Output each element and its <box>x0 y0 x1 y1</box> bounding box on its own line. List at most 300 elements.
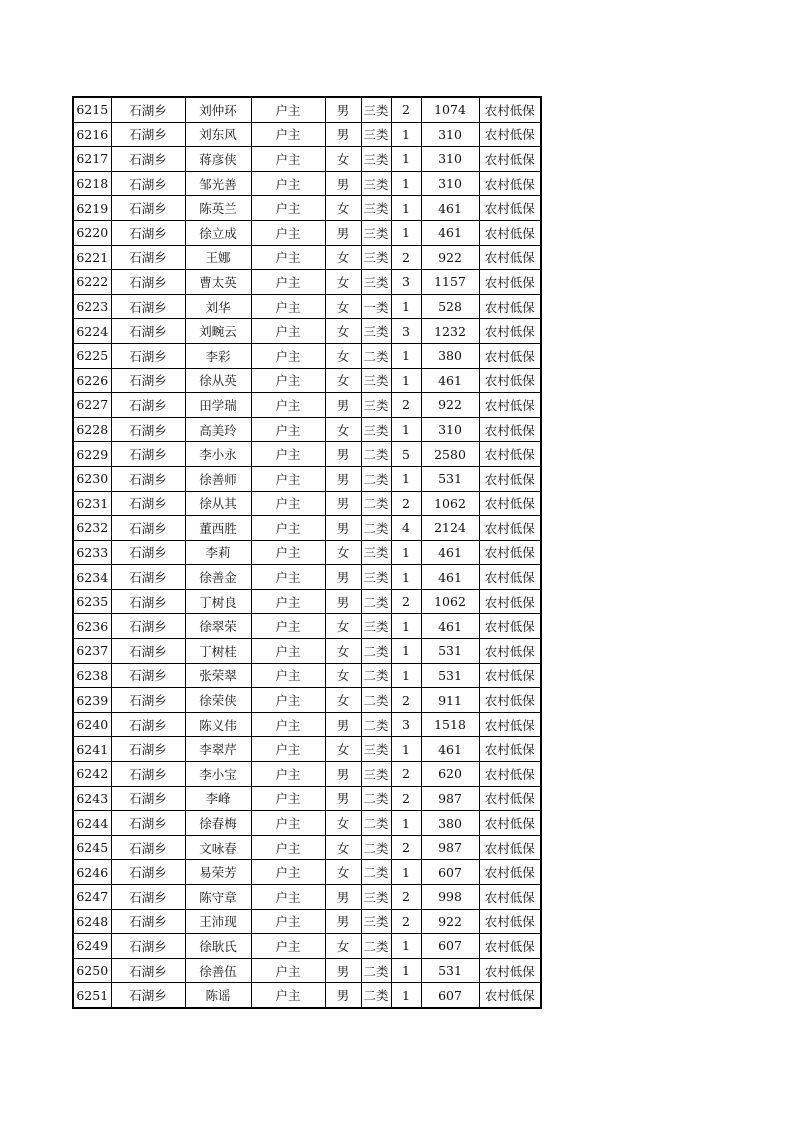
gender-cell: 男 <box>325 983 361 1008</box>
gender-cell: 男 <box>325 589 361 614</box>
relation-cell: 户主 <box>251 786 325 811</box>
gender-cell: 男 <box>325 466 361 491</box>
data-table <box>72 96 542 1009</box>
category-cell: 二类 <box>361 639 391 664</box>
name-cell: 李峰 <box>185 786 251 811</box>
table-row <box>73 442 541 467</box>
category-cell: 二类 <box>361 688 391 713</box>
gender-cell: 女 <box>325 147 361 172</box>
row-number-cell: 6229 <box>73 442 111 467</box>
gender-cell: 男 <box>325 958 361 983</box>
relation-cell: 户主 <box>251 442 325 467</box>
row-number-cell: 6218 <box>73 171 111 196</box>
relation-cell: 户主 <box>251 639 325 664</box>
amount-cell: 531 <box>421 958 479 983</box>
name-cell: 徐从英 <box>185 368 251 393</box>
household-size-cell: 1 <box>391 737 421 762</box>
name-cell: 董西胜 <box>185 516 251 541</box>
township-cell: 石湖乡 <box>111 393 185 418</box>
name-cell: 李小宝 <box>185 762 251 787</box>
gender-cell: 女 <box>325 368 361 393</box>
amount-cell: 461 <box>421 737 479 762</box>
name-cell: 李翠芹 <box>185 737 251 762</box>
table-row <box>73 860 541 885</box>
household-size-cell: 1 <box>391 368 421 393</box>
household-size-cell: 2 <box>391 762 421 787</box>
category-cell: 一类 <box>361 294 391 319</box>
township-cell: 石湖乡 <box>111 835 185 860</box>
program-cell: 农村低保 <box>479 688 541 713</box>
amount-cell: 1062 <box>421 589 479 614</box>
name-cell: 陈谣 <box>185 983 251 1008</box>
relation-cell: 户主 <box>251 393 325 418</box>
category-cell: 三类 <box>361 122 391 147</box>
household-size-cell: 1 <box>391 196 421 221</box>
gender-cell: 女 <box>325 245 361 270</box>
row-number-cell: 6231 <box>73 491 111 516</box>
amount-cell: 310 <box>421 147 479 172</box>
township-cell: 石湖乡 <box>111 417 185 442</box>
table-row <box>73 343 541 368</box>
table-row <box>73 97 541 122</box>
household-size-cell: 1 <box>391 983 421 1008</box>
name-cell: 徐春梅 <box>185 811 251 836</box>
township-cell: 石湖乡 <box>111 786 185 811</box>
program-cell: 农村低保 <box>479 97 541 122</box>
gender-cell: 女 <box>325 196 361 221</box>
name-cell: 王沛现 <box>185 909 251 934</box>
program-cell: 农村低保 <box>479 245 541 270</box>
amount-cell: 911 <box>421 688 479 713</box>
township-cell: 石湖乡 <box>111 934 185 959</box>
gender-cell: 女 <box>325 835 361 860</box>
category-cell: 三类 <box>361 909 391 934</box>
township-cell: 石湖乡 <box>111 466 185 491</box>
table-row <box>73 147 541 172</box>
name-cell: 文咏春 <box>185 835 251 860</box>
relation-cell: 户主 <box>251 343 325 368</box>
relation-cell: 户主 <box>251 319 325 344</box>
row-number-cell: 6232 <box>73 516 111 541</box>
amount-cell: 461 <box>421 614 479 639</box>
program-cell: 农村低保 <box>479 835 541 860</box>
category-cell: 三类 <box>361 614 391 639</box>
relation-cell: 户主 <box>251 147 325 172</box>
row-number-cell: 6239 <box>73 688 111 713</box>
amount-cell: 528 <box>421 294 479 319</box>
township-cell: 石湖乡 <box>111 270 185 295</box>
program-cell: 农村低保 <box>479 466 541 491</box>
amount-cell: 2124 <box>421 516 479 541</box>
name-cell: 丁树桂 <box>185 639 251 664</box>
gender-cell: 男 <box>325 909 361 934</box>
relation-cell: 户主 <box>251 737 325 762</box>
household-size-cell: 5 <box>391 442 421 467</box>
category-cell: 三类 <box>361 540 391 565</box>
table-row <box>73 663 541 688</box>
gender-cell: 男 <box>325 786 361 811</box>
name-cell: 李莉 <box>185 540 251 565</box>
relation-cell: 户主 <box>251 885 325 910</box>
township-cell: 石湖乡 <box>111 762 185 787</box>
category-cell: 三类 <box>361 565 391 590</box>
category-cell: 二类 <box>361 934 391 959</box>
row-number-cell: 6236 <box>73 614 111 639</box>
row-number-cell: 6219 <box>73 196 111 221</box>
household-size-cell: 2 <box>391 909 421 934</box>
table-row <box>73 196 541 221</box>
township-cell: 石湖乡 <box>111 958 185 983</box>
gender-cell: 男 <box>325 516 361 541</box>
table-row <box>73 516 541 541</box>
amount-cell: 607 <box>421 860 479 885</box>
table-row <box>73 688 541 713</box>
township-cell: 石湖乡 <box>111 909 185 934</box>
name-cell: 徐翠荣 <box>185 614 251 639</box>
relation-cell: 户主 <box>251 466 325 491</box>
table-row <box>73 712 541 737</box>
relation-cell: 户主 <box>251 614 325 639</box>
category-cell: 三类 <box>361 220 391 245</box>
relation-cell: 户主 <box>251 220 325 245</box>
name-cell: 徐善伍 <box>185 958 251 983</box>
row-number-cell: 6245 <box>73 835 111 860</box>
program-cell: 农村低保 <box>479 639 541 664</box>
program-cell: 农村低保 <box>479 614 541 639</box>
name-cell: 刘东风 <box>185 122 251 147</box>
township-cell: 石湖乡 <box>111 712 185 737</box>
table-row <box>73 220 541 245</box>
relation-cell: 户主 <box>251 540 325 565</box>
amount-cell: 987 <box>421 835 479 860</box>
household-size-cell: 2 <box>391 688 421 713</box>
gender-cell: 男 <box>325 762 361 787</box>
category-cell: 二类 <box>361 663 391 688</box>
table-row <box>73 762 541 787</box>
gender-cell: 女 <box>325 417 361 442</box>
household-size-cell: 1 <box>391 565 421 590</box>
relation-cell: 户主 <box>251 762 325 787</box>
household-size-cell: 1 <box>391 147 421 172</box>
gender-cell: 女 <box>325 614 361 639</box>
gender-cell: 女 <box>325 319 361 344</box>
category-cell: 三类 <box>361 147 391 172</box>
name-cell: 陈义伟 <box>185 712 251 737</box>
gender-cell: 女 <box>325 737 361 762</box>
household-size-cell: 2 <box>391 786 421 811</box>
relation-cell: 户主 <box>251 688 325 713</box>
amount-cell: 1518 <box>421 712 479 737</box>
category-cell: 二类 <box>361 442 391 467</box>
amount-cell: 461 <box>421 220 479 245</box>
household-size-cell: 4 <box>391 516 421 541</box>
township-cell: 石湖乡 <box>111 171 185 196</box>
amount-cell: 607 <box>421 983 479 1008</box>
amount-cell: 461 <box>421 368 479 393</box>
category-cell: 二类 <box>361 589 391 614</box>
amount-cell: 310 <box>421 171 479 196</box>
household-size-cell: 2 <box>391 393 421 418</box>
township-cell: 石湖乡 <box>111 639 185 664</box>
relation-cell: 户主 <box>251 171 325 196</box>
household-size-cell: 1 <box>391 811 421 836</box>
program-cell: 农村低保 <box>479 442 541 467</box>
amount-cell: 310 <box>421 122 479 147</box>
row-number-cell: 6221 <box>73 245 111 270</box>
township-cell: 石湖乡 <box>111 983 185 1008</box>
amount-cell: 531 <box>421 663 479 688</box>
amount-cell: 1157 <box>421 270 479 295</box>
row-number-cell: 6243 <box>73 786 111 811</box>
relation-cell: 户主 <box>251 196 325 221</box>
township-cell: 石湖乡 <box>111 319 185 344</box>
gender-cell: 男 <box>325 565 361 590</box>
program-cell: 农村低保 <box>479 540 541 565</box>
table-row <box>73 614 541 639</box>
program-cell: 农村低保 <box>479 885 541 910</box>
row-number-cell: 6227 <box>73 393 111 418</box>
amount-cell: 620 <box>421 762 479 787</box>
amount-cell: 380 <box>421 343 479 368</box>
table-row <box>73 958 541 983</box>
row-number-cell: 6224 <box>73 319 111 344</box>
category-cell: 三类 <box>361 270 391 295</box>
household-size-cell: 1 <box>391 417 421 442</box>
program-cell: 农村低保 <box>479 934 541 959</box>
gender-cell: 男 <box>325 122 361 147</box>
household-size-cell: 1 <box>391 343 421 368</box>
relation-cell: 户主 <box>251 368 325 393</box>
table-row <box>73 540 541 565</box>
household-size-cell: 1 <box>391 122 421 147</box>
table-row <box>73 589 541 614</box>
program-cell: 农村低保 <box>479 811 541 836</box>
program-cell: 农村低保 <box>479 491 541 516</box>
township-cell: 石湖乡 <box>111 614 185 639</box>
household-size-cell: 1 <box>391 639 421 664</box>
township-cell: 石湖乡 <box>111 565 185 590</box>
row-number-cell: 6223 <box>73 294 111 319</box>
township-cell: 石湖乡 <box>111 343 185 368</box>
program-cell: 农村低保 <box>479 270 541 295</box>
township-cell: 石湖乡 <box>111 122 185 147</box>
household-size-cell: 1 <box>391 294 421 319</box>
township-cell: 石湖乡 <box>111 589 185 614</box>
gender-cell: 女 <box>325 688 361 713</box>
row-number-cell: 6217 <box>73 147 111 172</box>
program-cell: 农村低保 <box>479 122 541 147</box>
row-number-cell: 6222 <box>73 270 111 295</box>
relation-cell: 户主 <box>251 245 325 270</box>
relation-cell: 户主 <box>251 835 325 860</box>
name-cell: 李彩 <box>185 343 251 368</box>
gender-cell: 女 <box>325 639 361 664</box>
category-cell: 三类 <box>361 885 391 910</box>
row-number-cell: 6246 <box>73 860 111 885</box>
table-body <box>73 97 541 1008</box>
program-cell: 农村低保 <box>479 565 541 590</box>
household-size-cell: 1 <box>391 958 421 983</box>
name-cell: 徐善师 <box>185 466 251 491</box>
table-row <box>73 737 541 762</box>
name-cell: 徐善金 <box>185 565 251 590</box>
program-cell: 农村低保 <box>479 958 541 983</box>
gender-cell: 男 <box>325 442 361 467</box>
table-row <box>73 885 541 910</box>
table-row <box>73 491 541 516</box>
program-cell: 农村低保 <box>479 417 541 442</box>
category-cell: 三类 <box>361 245 391 270</box>
household-size-cell: 1 <box>391 860 421 885</box>
name-cell: 刘仲环 <box>185 97 251 122</box>
household-size-cell: 1 <box>391 934 421 959</box>
table-row <box>73 319 541 344</box>
category-cell: 三类 <box>361 393 391 418</box>
row-number-cell: 6226 <box>73 368 111 393</box>
program-cell: 农村低保 <box>479 368 541 393</box>
row-number-cell: 6249 <box>73 934 111 959</box>
relation-cell: 户主 <box>251 491 325 516</box>
relation-cell: 户主 <box>251 909 325 934</box>
amount-cell: 380 <box>421 811 479 836</box>
gender-cell: 女 <box>325 540 361 565</box>
name-cell: 刘华 <box>185 294 251 319</box>
table-row <box>73 565 541 590</box>
table-row <box>73 245 541 270</box>
relation-cell: 户主 <box>251 712 325 737</box>
gender-cell: 男 <box>325 393 361 418</box>
household-size-cell: 2 <box>391 491 421 516</box>
program-cell: 农村低保 <box>479 762 541 787</box>
category-cell: 二类 <box>361 983 391 1008</box>
amount-cell: 922 <box>421 909 479 934</box>
township-cell: 石湖乡 <box>111 97 185 122</box>
row-number-cell: 6230 <box>73 466 111 491</box>
program-cell: 农村低保 <box>479 516 541 541</box>
row-number-cell: 6242 <box>73 762 111 787</box>
name-cell: 李小永 <box>185 442 251 467</box>
township-cell: 石湖乡 <box>111 147 185 172</box>
row-number-cell: 6233 <box>73 540 111 565</box>
name-cell: 刘畹云 <box>185 319 251 344</box>
amount-cell: 461 <box>421 565 479 590</box>
category-cell: 二类 <box>361 958 391 983</box>
row-number-cell: 6234 <box>73 565 111 590</box>
name-cell: 蒋彦侠 <box>185 147 251 172</box>
category-cell: 二类 <box>361 516 391 541</box>
row-number-cell: 6240 <box>73 712 111 737</box>
household-size-cell: 2 <box>391 589 421 614</box>
category-cell: 二类 <box>361 491 391 516</box>
township-cell: 石湖乡 <box>111 245 185 270</box>
table-row <box>73 934 541 959</box>
amount-cell: 998 <box>421 885 479 910</box>
gender-cell: 男 <box>325 220 361 245</box>
household-size-cell: 3 <box>391 270 421 295</box>
category-cell: 三类 <box>361 171 391 196</box>
name-cell: 田学瑞 <box>185 393 251 418</box>
program-cell: 农村低保 <box>479 860 541 885</box>
category-cell: 二类 <box>361 466 391 491</box>
household-size-cell: 3 <box>391 319 421 344</box>
relation-cell: 户主 <box>251 934 325 959</box>
program-cell: 农村低保 <box>479 737 541 762</box>
amount-cell: 922 <box>421 393 479 418</box>
township-cell: 石湖乡 <box>111 737 185 762</box>
table-row <box>73 171 541 196</box>
name-cell: 徐荣侠 <box>185 688 251 713</box>
gender-cell: 男 <box>325 712 361 737</box>
relation-cell: 户主 <box>251 811 325 836</box>
amount-cell: 607 <box>421 934 479 959</box>
township-cell: 石湖乡 <box>111 491 185 516</box>
amount-cell: 1062 <box>421 491 479 516</box>
gender-cell: 女 <box>325 860 361 885</box>
gender-cell: 男 <box>325 885 361 910</box>
category-cell: 二类 <box>361 712 391 737</box>
household-size-cell: 1 <box>391 614 421 639</box>
township-cell: 石湖乡 <box>111 885 185 910</box>
category-cell: 三类 <box>361 762 391 787</box>
relation-cell: 户主 <box>251 270 325 295</box>
row-number-cell: 6220 <box>73 220 111 245</box>
gender-cell: 女 <box>325 270 361 295</box>
township-cell: 石湖乡 <box>111 294 185 319</box>
row-number-cell: 6238 <box>73 663 111 688</box>
name-cell: 徐耿氏 <box>185 934 251 959</box>
program-cell: 农村低保 <box>479 786 541 811</box>
gender-cell: 女 <box>325 663 361 688</box>
row-number-cell: 6244 <box>73 811 111 836</box>
table-row <box>73 639 541 664</box>
name-cell: 易荣芳 <box>185 860 251 885</box>
program-cell: 农村低保 <box>479 393 541 418</box>
program-cell: 农村低保 <box>479 196 541 221</box>
township-cell: 石湖乡 <box>111 860 185 885</box>
gender-cell: 女 <box>325 811 361 836</box>
gender-cell: 男 <box>325 491 361 516</box>
relation-cell: 户主 <box>251 565 325 590</box>
relation-cell: 户主 <box>251 958 325 983</box>
household-size-cell: 2 <box>391 885 421 910</box>
name-cell: 丁树良 <box>185 589 251 614</box>
program-cell: 农村低保 <box>479 147 541 172</box>
table-row <box>73 270 541 295</box>
row-number-cell: 6247 <box>73 885 111 910</box>
name-cell: 王娜 <box>185 245 251 270</box>
category-cell: 三类 <box>361 97 391 122</box>
program-cell: 农村低保 <box>479 343 541 368</box>
relation-cell: 户主 <box>251 417 325 442</box>
category-cell: 三类 <box>361 319 391 344</box>
table-row <box>73 294 541 319</box>
gender-cell: 女 <box>325 343 361 368</box>
name-cell: 陈守章 <box>185 885 251 910</box>
relation-cell: 户主 <box>251 294 325 319</box>
amount-cell: 1074 <box>421 97 479 122</box>
gender-cell: 男 <box>325 171 361 196</box>
category-cell: 二类 <box>361 835 391 860</box>
township-cell: 石湖乡 <box>111 516 185 541</box>
household-size-cell: 1 <box>391 540 421 565</box>
table-row <box>73 811 541 836</box>
row-number-cell: 6225 <box>73 343 111 368</box>
category-cell: 二类 <box>361 786 391 811</box>
table-row <box>73 983 541 1008</box>
township-cell: 石湖乡 <box>111 663 185 688</box>
table-row <box>73 786 541 811</box>
table-row <box>73 466 541 491</box>
